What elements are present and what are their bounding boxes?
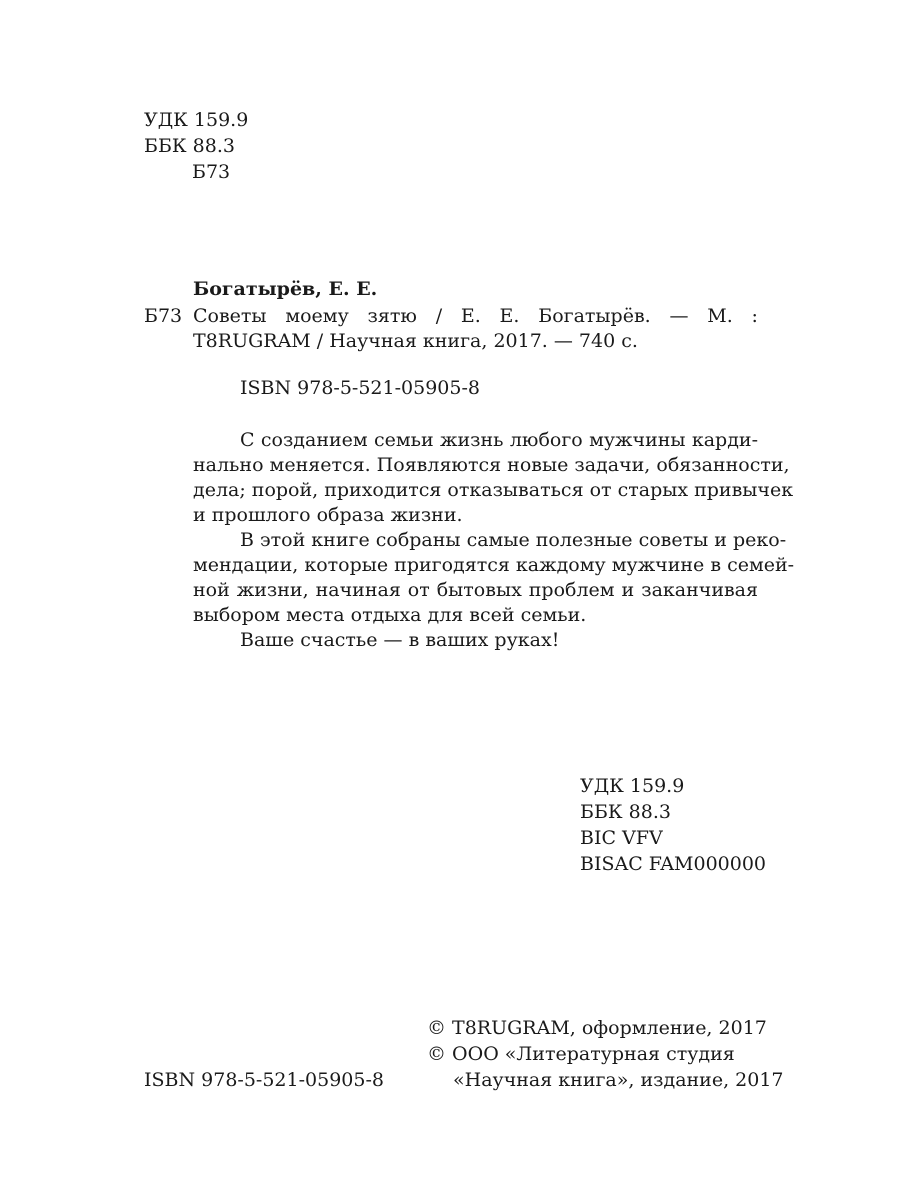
bbk-code: ББК 88.3	[144, 135, 235, 157]
copyright-line-publisher-cont: «Научная книга», издание, 2017	[453, 1069, 784, 1091]
classification-top	[144, 108, 248, 186]
margin-author-sign: Б73	[144, 305, 183, 327]
bbk-code-bottom: ББК 88.3	[580, 801, 671, 823]
bic-code: BIC VFV	[580, 827, 663, 849]
bibliographic-description	[193, 304, 758, 354]
annotation-paragraph	[193, 528, 795, 628]
bisac-code: BISAC FAM000000	[580, 853, 767, 875]
copyright-line-design: © T8RUGRAM, оформление, 2017	[427, 1017, 767, 1039]
classification-bottom	[580, 774, 766, 878]
annotation	[193, 428, 795, 653]
bibliographic-line-1	[193, 304, 758, 329]
annotation-paragraph	[193, 428, 794, 528]
annotation-line: дела; порой, приходится отказываться от старых привычек	[193, 479, 794, 501]
annotation-paragraph	[193, 628, 758, 653]
udk-code-bottom: УДК 159.9	[580, 775, 685, 797]
bibliographic-word: Е.	[499, 305, 520, 327]
bibliographic-word: /	[435, 305, 443, 327]
annotation-line: В этой книге собраны самые полезные советы и реко-	[240, 529, 787, 551]
author-sign-code: Б73	[192, 161, 231, 183]
author-heading: Богатырёв, Е. Е.	[193, 278, 378, 300]
bibliographic-word: М.	[707, 305, 733, 327]
copyright-block	[427, 1016, 784, 1094]
annotation-line: мендации, которые пригодятся каждому мужчине в семей-	[193, 554, 795, 576]
bibliographic-word: :	[751, 305, 758, 327]
copyright-line-publisher: © ООО «Литературная студия	[427, 1043, 735, 1065]
bibliographic-line-2: T8RUGRAM / Научная книга, 2017. — 740 с.	[193, 330, 638, 352]
bibliographic-word: зятю	[367, 305, 417, 327]
isbn-bottom: ISBN 978-5-521-05905-8	[144, 1069, 384, 1091]
annotation-line: нально меняется. Появляются новые задачи, обязанности,	[193, 454, 790, 476]
bibliographic-word: Богатырёв.	[538, 305, 651, 327]
bibliographic-word: —	[669, 305, 689, 327]
annotation-line: Ваше счастье — в ваших руках!	[240, 629, 560, 651]
udk-code: УДК 159.9	[144, 109, 249, 131]
annotation-line: ной жизни, начиная от бытовых проблем и заканчивая	[193, 579, 758, 601]
annotation-line: С созданием семьи жизнь любого мужчины карди-	[240, 429, 758, 451]
bibliographic-word: Е.	[460, 305, 481, 327]
bibliographic-word: Советы	[193, 305, 267, 327]
annotation-line: и прошлого образа жизни.	[193, 504, 463, 526]
annotation-line: выбором места отдыха для всей семьи.	[193, 604, 587, 626]
isbn-main: ISBN 978-5-521-05905-8	[240, 377, 480, 399]
bibliographic-word: моему	[285, 305, 349, 327]
